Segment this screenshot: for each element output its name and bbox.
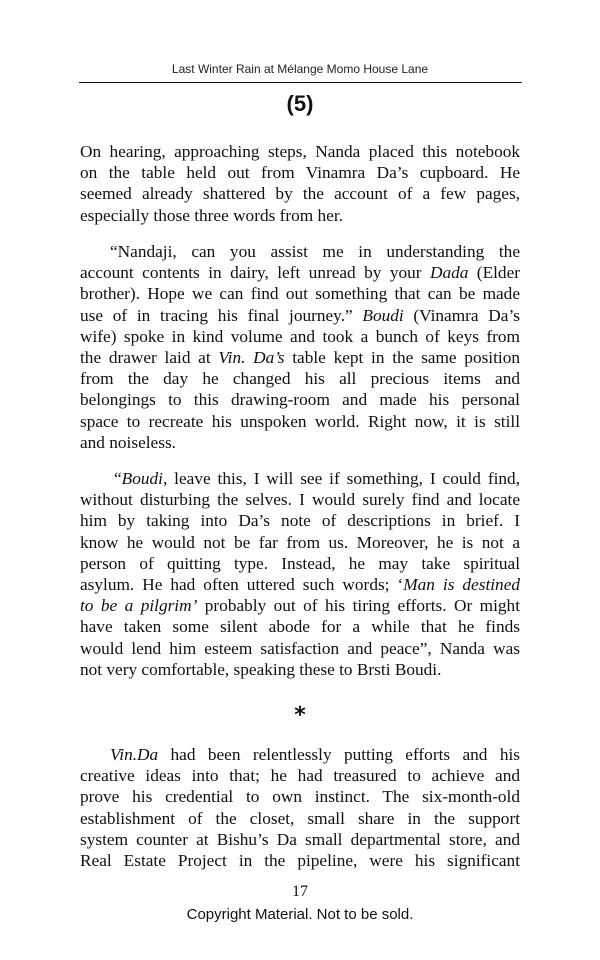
text-line: [80, 574, 520, 595]
text-run: especially those three words from her.: [80, 205, 343, 225]
text-run: , leave this, I will see if something, I could find,: [162, 469, 520, 488]
text-line: [80, 850, 520, 871]
text-line: [80, 183, 520, 204]
text-line: [80, 489, 520, 510]
text-line: [80, 411, 520, 432]
text-line: [80, 368, 520, 389]
paragraph-1: [80, 141, 520, 226]
text-line: [80, 162, 520, 183]
text-run: system counter at Bishu’s Da small departmental store, and: [80, 829, 520, 849]
text-line: [80, 141, 520, 162]
text-line: [80, 786, 520, 807]
text-line: [80, 829, 520, 850]
text-run: seemed already shattered by the account of a few pages,: [80, 184, 520, 204]
text-line: [80, 389, 520, 410]
text-run: him by taking into Da’s note of descriptions in brief. I: [80, 511, 520, 531]
text-line: [80, 205, 520, 226]
italic-text: Man is destined: [403, 574, 521, 594]
section-break-asterisk: *: [294, 703, 306, 728]
text-line: [80, 595, 520, 616]
text-run: space to recreate his unspoken world. Right now, it is still: [80, 411, 520, 431]
text-line: [80, 305, 520, 326]
text-line: [80, 468, 520, 489]
italic-text: Dada: [429, 263, 469, 283]
text-run: without disturbing the selves. I would surely find and locate: [80, 490, 520, 510]
text-line: [80, 432, 520, 453]
text-run: On hearing, approaching steps, Nanda placed this notebook: [80, 142, 520, 161]
text-run: the drawer laid at: [80, 347, 219, 367]
text-line: [80, 283, 520, 304]
text-run: table kept in the same position: [284, 347, 520, 367]
text-run: would lend him esteem satisfaction and peace”, Nanda was: [80, 638, 520, 658]
text-line: [80, 347, 520, 368]
text-line: [80, 744, 520, 765]
text-line: [80, 638, 520, 659]
text-run: know he would not be far from us. Moreover, he is not a: [80, 532, 520, 552]
text-line: [80, 262, 520, 283]
text-run: account contents in dairy, left unread by your: [80, 263, 430, 283]
paragraph-2: [80, 241, 520, 453]
text-run: from the day he changed his all precious items and: [80, 369, 520, 389]
text-line: [80, 553, 520, 574]
text-run: Real Estate Project in the pipeline, were his significant: [80, 850, 520, 870]
text-line: [80, 241, 520, 262]
text-run: “Nandaji, can you assist me in understanding the: [110, 242, 520, 261]
text-run: probably out of his tiring efforts. Or might: [197, 596, 520, 616]
text-line: [80, 326, 520, 347]
text-run: brother). Hope we can find out something that can be made: [80, 284, 520, 304]
paragraph-4: [80, 744, 520, 871]
running-header: Last Winter Rain at Mélange Momo House Lane: [171, 62, 429, 76]
copyright-notice: Copyright Material. Not to be sold.: [186, 906, 414, 923]
paragraph-3: [80, 468, 520, 680]
page-number: 17: [292, 883, 308, 900]
text-line: [80, 808, 520, 829]
text-run: had been relentlessly putting efforts and his: [158, 745, 520, 764]
text-run: wife) spoke in kind volume and took a bunch of keys from: [80, 326, 520, 346]
text-line: [80, 510, 520, 531]
text-line: [80, 765, 520, 786]
text-run: and noiseless.: [80, 432, 176, 452]
text-run: creative ideas into that; he had treasured to achieve and: [80, 766, 520, 786]
text-run: belongings to this drawing-room and made his personal: [80, 390, 520, 410]
header-rule: [79, 82, 522, 83]
italic-text: Vin.Da: [110, 745, 159, 764]
text-run: establishment of the closet, small share in the support: [80, 808, 520, 828]
text-run: (Vinamra Da’s: [403, 305, 520, 325]
text-line: [80, 532, 520, 553]
italic-text: Boudi: [362, 305, 404, 325]
chapter-title: (5): [286, 91, 314, 116]
italic-text: Vin. Da’s: [218, 347, 285, 367]
italic-text: to be a pilgrim’: [80, 596, 198, 616]
text-line: [80, 659, 520, 680]
text-run: on the table held out from Vinamra Da’s cupboard. He: [80, 163, 520, 183]
text-line: [80, 616, 520, 637]
italic-text: Boudi: [121, 469, 163, 488]
text-run: “: [114, 469, 122, 488]
text-run: not very comfortable, speaking these to Brsti Boudi.: [80, 659, 442, 679]
text-run: prove his credential to own instinct. The six-month-old: [80, 787, 520, 807]
text-run: asylum. He had often uttered such words; ‘: [80, 574, 404, 594]
text-run: use of in tracing his final journey.”: [80, 305, 363, 325]
text-run: (Elder: [468, 263, 520, 283]
text-run: have taken some silent abode for a while that he finds: [80, 617, 520, 637]
text-run: person of quitting type. Instead, he may take spiritual: [80, 553, 520, 573]
